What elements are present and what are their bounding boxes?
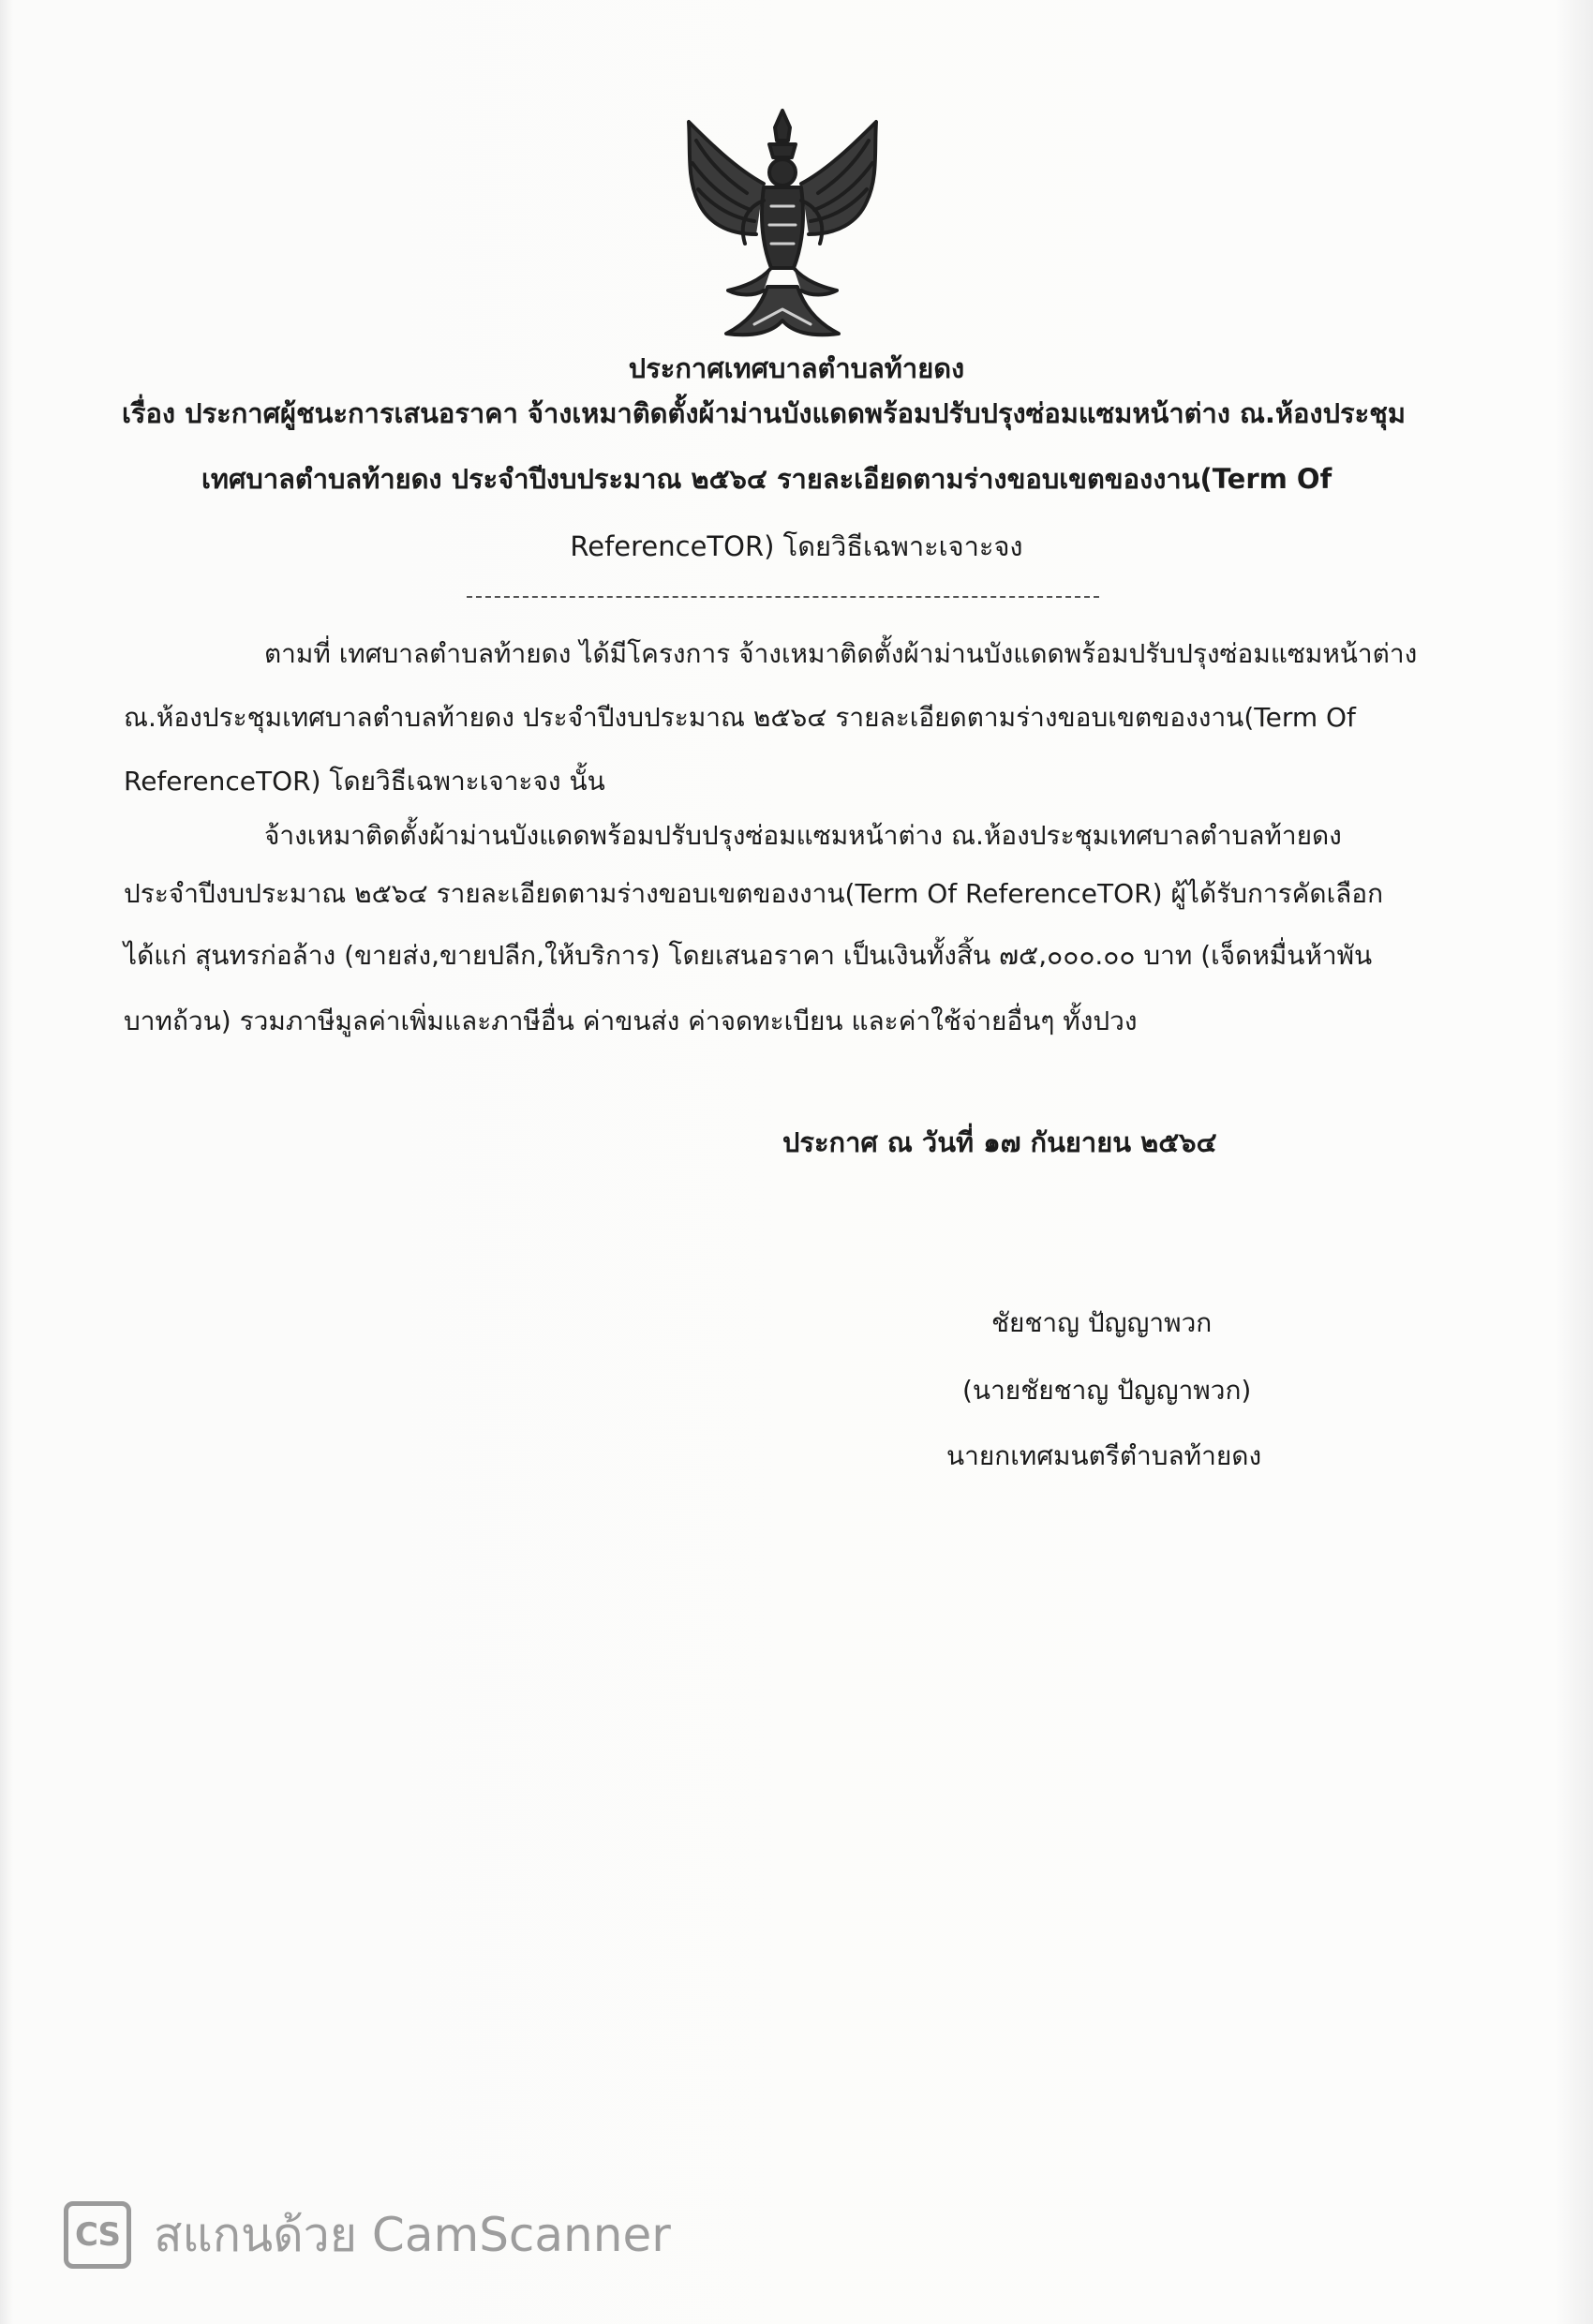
subject-line: เรื่อง ประกาศผู้ชนะการเสนอราคา จ้างเหมาติดตั้งผ้าม่านบังแดดพร้อมปรับปรุงซ่อมแซมหน้าต่าง ณ.ห้องประชุม [122, 397, 1406, 429]
signature-name: ชัยชาญ ปัญญาพวก [991, 1307, 1213, 1338]
body-line: ประจำปีงบประมาณ ๒๕๖๔ รายละเอียดตามร่างขอบเขตของงาน(Term Of ReferenceTOR) ผู้ได้รับการคัดเลือก [124, 878, 1384, 909]
announcement-heading: ประกาศเทศบาลตำบลท้ายดง [628, 352, 965, 384]
camscanner-watermark [64, 2197, 671, 2272]
body-line: จ้างเหมาติดตั้งผ้าม่านบังแดดพร้อมปรับปรุงซ่อมแซมหน้าต่าง ณ.ห้องประชุมเทศบาลตำบลท้ายดง [264, 820, 1342, 851]
garuda-emblem-icon [670, 103, 895, 347]
body-line: ReferenceTOR) โดยวิธีเฉพาะเจาะจง นั้น [124, 766, 605, 797]
signature-position: นายกเทศมนตรีตำบลท้ายดง [946, 1440, 1262, 1471]
camscanner-logo-icon: CS [64, 2201, 131, 2269]
watermark-text: สแกนด้วย CamScanner [154, 2207, 671, 2262]
signature-full-name: (นายชัยชาญ ปัญญาพวก) [962, 1375, 1252, 1406]
separator-rule [467, 596, 1099, 598]
body-line: ตามที่ เทศบาลตำบลท้ายดง ได้มีโครงการ จ้างเหมาติดตั้งผ้าม่านบังแดดพร้อมปรับปรุงซ่อมแซมหน้าต่าง [264, 638, 1418, 669]
body-line: ณ.ห้องประชุมเทศบาลตำบลท้ายดง ประจำปีงบประมาณ ๒๕๖๔ รายละเอียดตามร่างขอบเขตของงาน(Term Of [124, 702, 1356, 733]
subject-line: ReferenceTOR) โดยวิธีเฉพาะเจาะจง [570, 530, 1023, 562]
announcement-date: ประกาศ ณ วันที่ ๑๗ กันยายน ๒๕๖๔ [782, 1126, 1217, 1158]
subject-line: เทศบาลตำบลท้ายดง ประจำปีงบประมาณ ๒๕๖๔ รายละเอียดตามร่างขอบเขตของงาน(Term Of [201, 463, 1332, 495]
body-line: ได้แก่ สุนทรก่อล้าง (ขายส่ง,ขายปลีก,ให้บริการ) โดยเสนอราคา เป็นเงินทั้งสิ้น ๗๕,๐๐๐.๐๐ บาท (เจ็ดหมื่นห้าพัน [124, 940, 1373, 971]
body-line: บาทถ้วน) รวมภาษีมูลค่าเพิ่มและภาษีอื่น ค่าขนส่ง ค่าจดทะเบียน และค่าใช้จ่ายอื่นๆ ทั้งปวง [124, 1006, 1138, 1036]
